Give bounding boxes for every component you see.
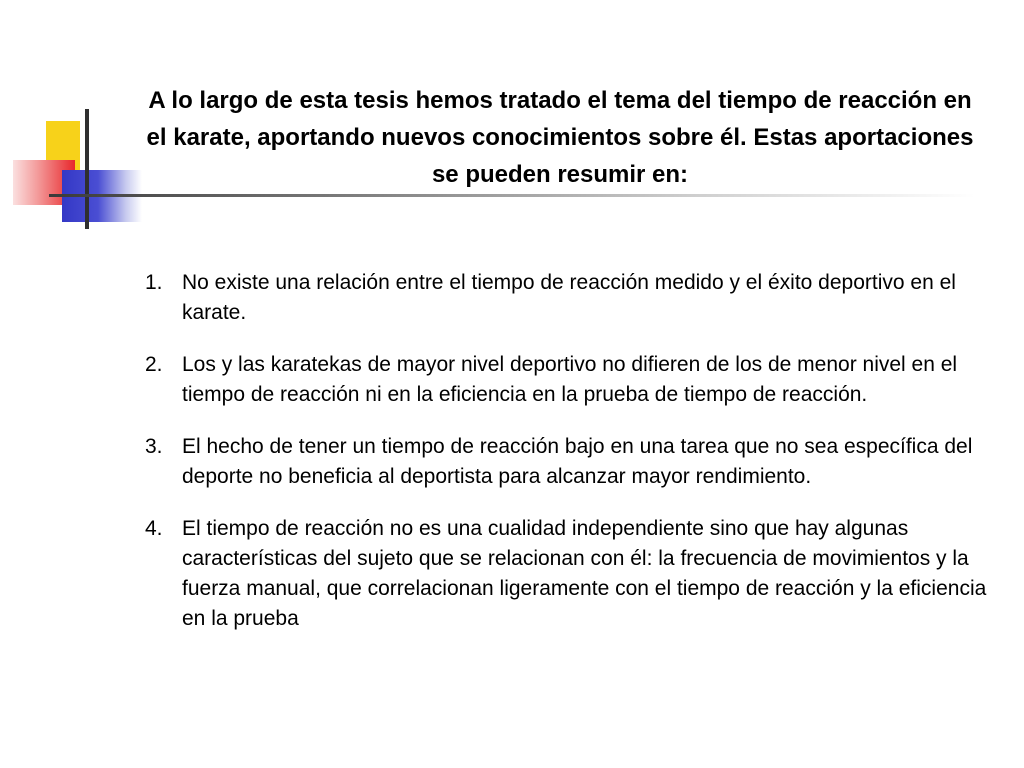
horizontal-divider-line	[49, 194, 975, 197]
finding-item	[145, 268, 990, 328]
vertical-divider-line	[85, 109, 89, 229]
decorative-squares-graphic	[0, 0, 160, 240]
findings-list	[145, 268, 990, 656]
finding-text: El hecho de tener un tiempo de reacción bajo en una tarea que no sea específica del deporte no beneficia al deportista para alcanzar mayor rendimiento.	[182, 435, 973, 488]
finding-text: El tiempo de reacción no es una cualidad independiente sino que hay algunas características del sujeto que se relacionan con él: la frecuencia de movimientos y la fuerza manual, que correlacionan ligeramente con el tiempo de reacción y la eficiencia en la prueba	[182, 517, 987, 630]
finding-number: 2.	[145, 353, 163, 376]
finding-number: 1.	[145, 271, 163, 294]
finding-item	[145, 350, 990, 410]
finding-text: Los y las karatekas de mayor nivel deportivo no difieren de los de menor nivel en el tiempo de reacción ni en la eficiencia en la prueba de tiempo de reacción.	[182, 353, 958, 406]
finding-item	[145, 514, 990, 634]
finding-text: No existe una relación entre el tiempo de reacción medido y el éxito deportivo en el karate.	[182, 271, 956, 324]
finding-item	[145, 432, 990, 492]
slide-title: A lo largo de esta tesis hemos tratado el tema del tiempo de reacción en el karate, aportando nuevos conocimientos sobre él. Estas aportaciones se pueden resumir en:	[146, 87, 974, 188]
finding-number: 3.	[145, 435, 163, 458]
finding-number: 4.	[145, 517, 163, 540]
